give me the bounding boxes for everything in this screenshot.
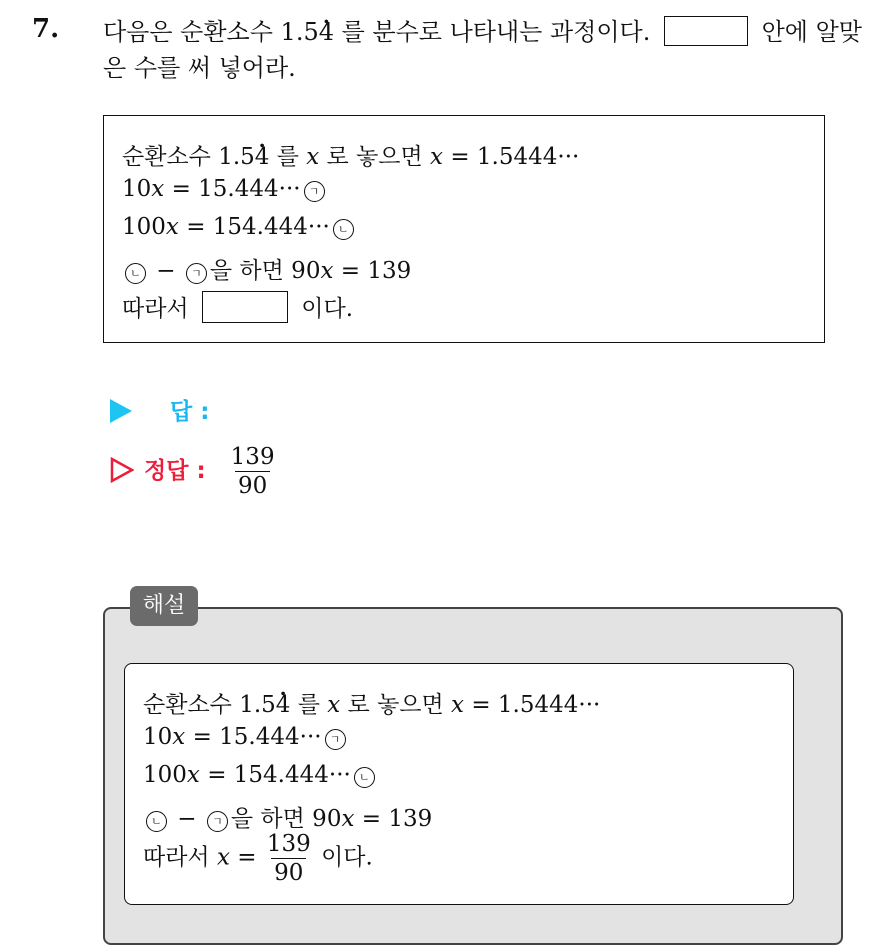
- fraction-numerator: 139: [266, 831, 311, 857]
- explanation-box: [124, 663, 794, 905]
- answer-blank-box: [202, 291, 288, 323]
- text: 순환소수: [143, 692, 240, 718]
- explanation-line-5: [143, 830, 373, 887]
- text: = 154.444···: [178, 214, 330, 240]
- text: = 1.5444···: [443, 144, 580, 170]
- answer-blank-box: [664, 16, 748, 46]
- text: 을 하면 90: [230, 806, 342, 832]
- explanation-tab: 해설: [130, 586, 198, 626]
- process-box: [103, 115, 825, 343]
- variable-x: x: [430, 144, 444, 170]
- explanation-line-3: [143, 762, 378, 788]
- text: 100: [122, 214, 166, 240]
- repeating-digit: . 4: [276, 692, 291, 718]
- variable-x: x: [151, 176, 165, 202]
- process-line-4: [122, 252, 411, 285]
- text: 이다.: [293, 296, 354, 322]
- text: 따라서: [143, 844, 217, 871]
- text: 10: [143, 724, 173, 750]
- question-number: 7.: [32, 14, 60, 44]
- repeating-decimal: [281, 18, 334, 46]
- circled-nieun-icon: ㄴ: [354, 767, 375, 788]
- variable-x: x: [165, 214, 179, 240]
- text: 로 놓으면: [319, 144, 431, 170]
- question-text-before: 다음은 순환소수: [103, 18, 281, 46]
- decimal-prefix: 1.5: [218, 144, 255, 170]
- variable-x: x: [216, 844, 230, 871]
- variable-x: x: [172, 724, 186, 750]
- correct-answer-label: 정답 :: [144, 458, 206, 484]
- play-triangle-icon: [110, 399, 132, 423]
- circled-nieun-icon: ㄴ: [333, 219, 354, 240]
- play-triangle-outline-icon: [110, 457, 134, 489]
- question-text-mid: 를 분수로 나타내는 과정이다.: [334, 18, 658, 46]
- text: 순환소수: [122, 144, 219, 170]
- circled-giyeok-icon: ㄱ: [304, 181, 325, 202]
- correct-answer-fraction: [228, 443, 278, 500]
- variable-x: x: [341, 806, 355, 832]
- text: = 15.444···: [185, 724, 322, 750]
- text: 이다.: [313, 844, 373, 871]
- text: 를: [269, 144, 307, 170]
- repeating-digit: . 4: [319, 14, 334, 50]
- fraction-denominator: 90: [271, 858, 306, 887]
- question-text-after: 안에 알맞은 수를 써 넣어라.: [103, 18, 862, 82]
- explanation-line-2: [143, 724, 349, 750]
- explanation-line-1: [143, 686, 600, 719]
- text: 을 하면 90: [209, 258, 321, 284]
- decimal-prefix: 1.5: [280, 18, 319, 46]
- text: 10: [122, 176, 152, 202]
- fraction-numerator: 139: [230, 444, 275, 470]
- text: = 139: [333, 258, 412, 284]
- correct-answer-row: [110, 443, 278, 500]
- question-text: [103, 14, 873, 86]
- minus-sign: −: [170, 806, 204, 832]
- text: 100: [143, 762, 187, 788]
- variable-x: x: [451, 692, 465, 718]
- variable-x: x: [186, 762, 200, 788]
- text: 로 놓으면: [340, 692, 452, 718]
- process-line-5: [122, 290, 353, 323]
- repeating-digit: . 4: [255, 144, 270, 170]
- process-line-2: [122, 176, 328, 202]
- variable-x: x: [306, 144, 320, 170]
- answer-row: [110, 393, 209, 426]
- circled-giyeok-icon: ㄱ: [186, 263, 207, 284]
- text: = 1.5444···: [464, 692, 601, 718]
- text: 따라서: [122, 296, 196, 322]
- text: = 15.444···: [164, 176, 301, 202]
- decimal-prefix: 1.5: [239, 692, 276, 718]
- text: = 139: [354, 806, 433, 832]
- circled-nieun-icon: ㄴ: [146, 811, 167, 832]
- text: = 154.444···: [199, 762, 351, 788]
- fraction-denominator: 90: [235, 471, 270, 500]
- answer-label: 답 :: [170, 399, 210, 425]
- minus-sign: −: [149, 258, 183, 284]
- explanation-line-4: [143, 800, 432, 833]
- variable-x: x: [327, 692, 341, 718]
- circled-giyeok-icon: ㄱ: [207, 811, 228, 832]
- variable-x: x: [320, 258, 334, 284]
- equals-sign: =: [229, 844, 264, 871]
- process-line-3: [122, 214, 357, 240]
- circled-nieun-icon: ㄴ: [125, 263, 146, 284]
- process-line-1: [122, 138, 579, 171]
- explanation-fraction: [264, 830, 314, 887]
- circled-giyeok-icon: ㄱ: [325, 729, 346, 750]
- text: 를: [290, 692, 328, 718]
